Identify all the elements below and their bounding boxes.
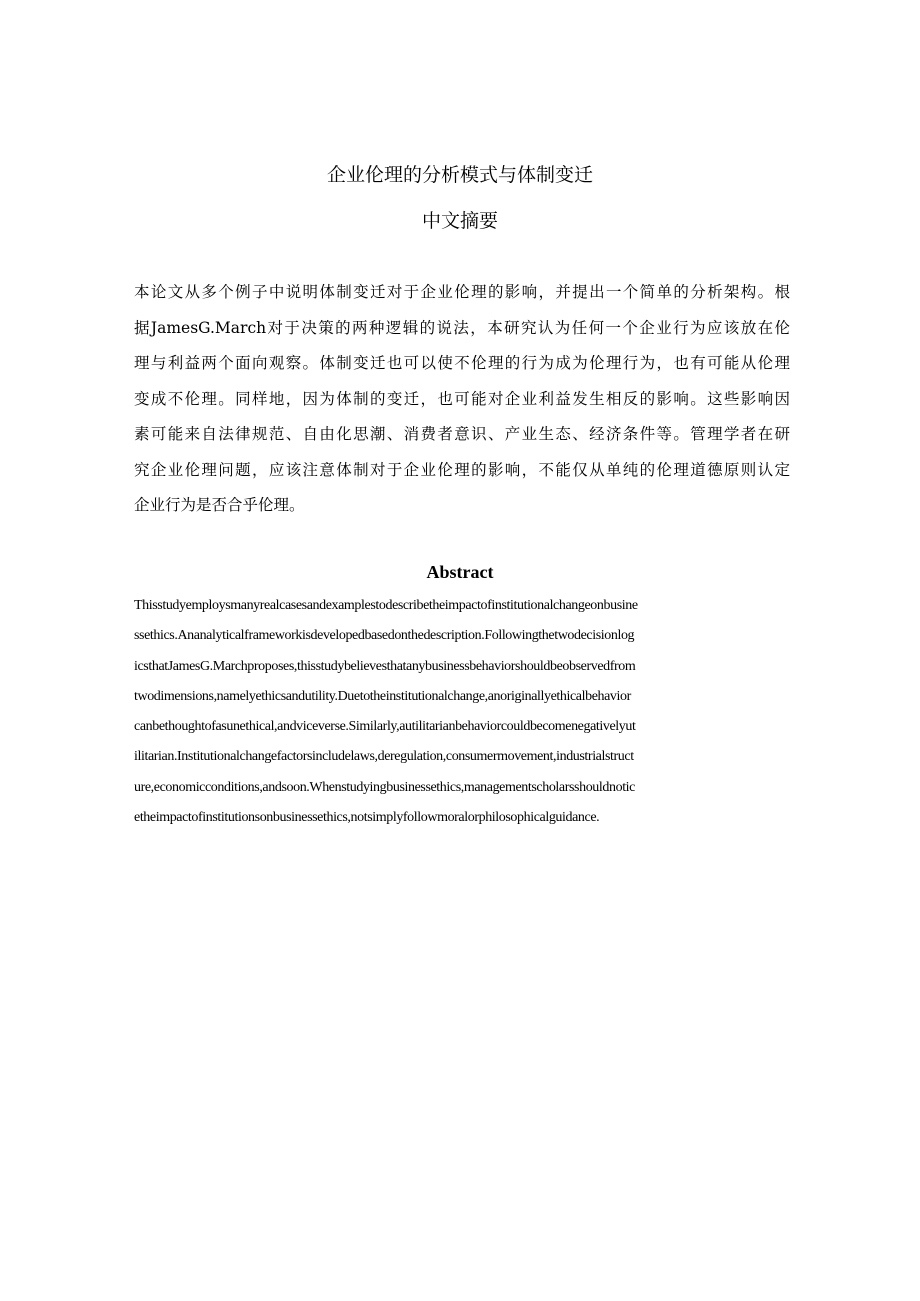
chinese-abstract-line: 素可能来自法律规范、自由化思潮、消费者意识、产业生态、经济条件等。管理学者在研	[134, 425, 790, 443]
chinese-abstract-line: 企业行为是否合乎伦理。	[134, 496, 305, 514]
chinese-abstract-line: 理与利益两个面向观察。体制变迁也可以使不伦理的行为成为伦理行为，也有可能从伦理	[134, 354, 790, 372]
chinese-abstract-line: 究企业伦理问题，应该注意体制对于企业伦理的影响，不能仅从单纯的伦理道德原则认定	[134, 460, 790, 479]
paper-title: 企业伦理的分析模式与体制变迁	[326, 164, 593, 186]
english-abstract-line: etheimpactofinstitutionsonbusinessethics,notsimplyfollowmoralorphilosophicalguidance.	[134, 810, 600, 826]
chinese-abstract-line: 本论文从多个例子中说明体制变迁对于企业伦理的影响，并提出一个简单的分析架构。根	[134, 283, 790, 301]
chinese-abstract-body	[134, 279, 790, 528]
english-abstract-line: twodimensions,namelyethicsandutility.Duetotheinstitutionalchange,anoriginallyethicalbehavior	[134, 688, 631, 704]
english-abstract-heading: Abstract	[426, 562, 494, 582]
english-abstract-line: icsthatJamesG.Marchproposes,thisstudybelievesthatanybusinessbehaviorshouldbeobservedfrom	[134, 658, 636, 674]
english-abstract-line: Thisstudyemploysmanyrealcasesandexamplestodescribetheimpactofinstitutionalchangeonbusine	[134, 598, 638, 613]
chinese-abstract-heading: 中文摘要	[421, 210, 498, 232]
english-abstract-line: ilitarian.Institutionalchangefactorsincludelaws,deregulation,consumermovement,industrialstruct	[134, 749, 634, 765]
english-abstract-line: canbethoughtofasunethical,andviceverse.Similarly,autilitarianbehaviorcouldbecomenegativelyut	[134, 719, 636, 735]
english-abstract-line: ure,economicconditions,andsoon.Whenstudyingbusinessethics,managementscholarsshouldnotic	[134, 779, 635, 795]
english-abstract-body	[134, 594, 790, 836]
chinese-abstract-line: 据JamesG.March对于决策的两种逻辑的说法，本研究认为任何一个企业行为应该放在伦	[134, 318, 790, 337]
english-abstract-line: ssethics.Ananalyticalframeworkisdevelopedbasedonthedescription.Followingthetwodecisionlog	[134, 628, 635, 644]
chinese-abstract-line: 变成不伦理。同样地，因为体制的变迁，也可能对企业利益发生相反的影响。这些影响因	[134, 389, 790, 408]
